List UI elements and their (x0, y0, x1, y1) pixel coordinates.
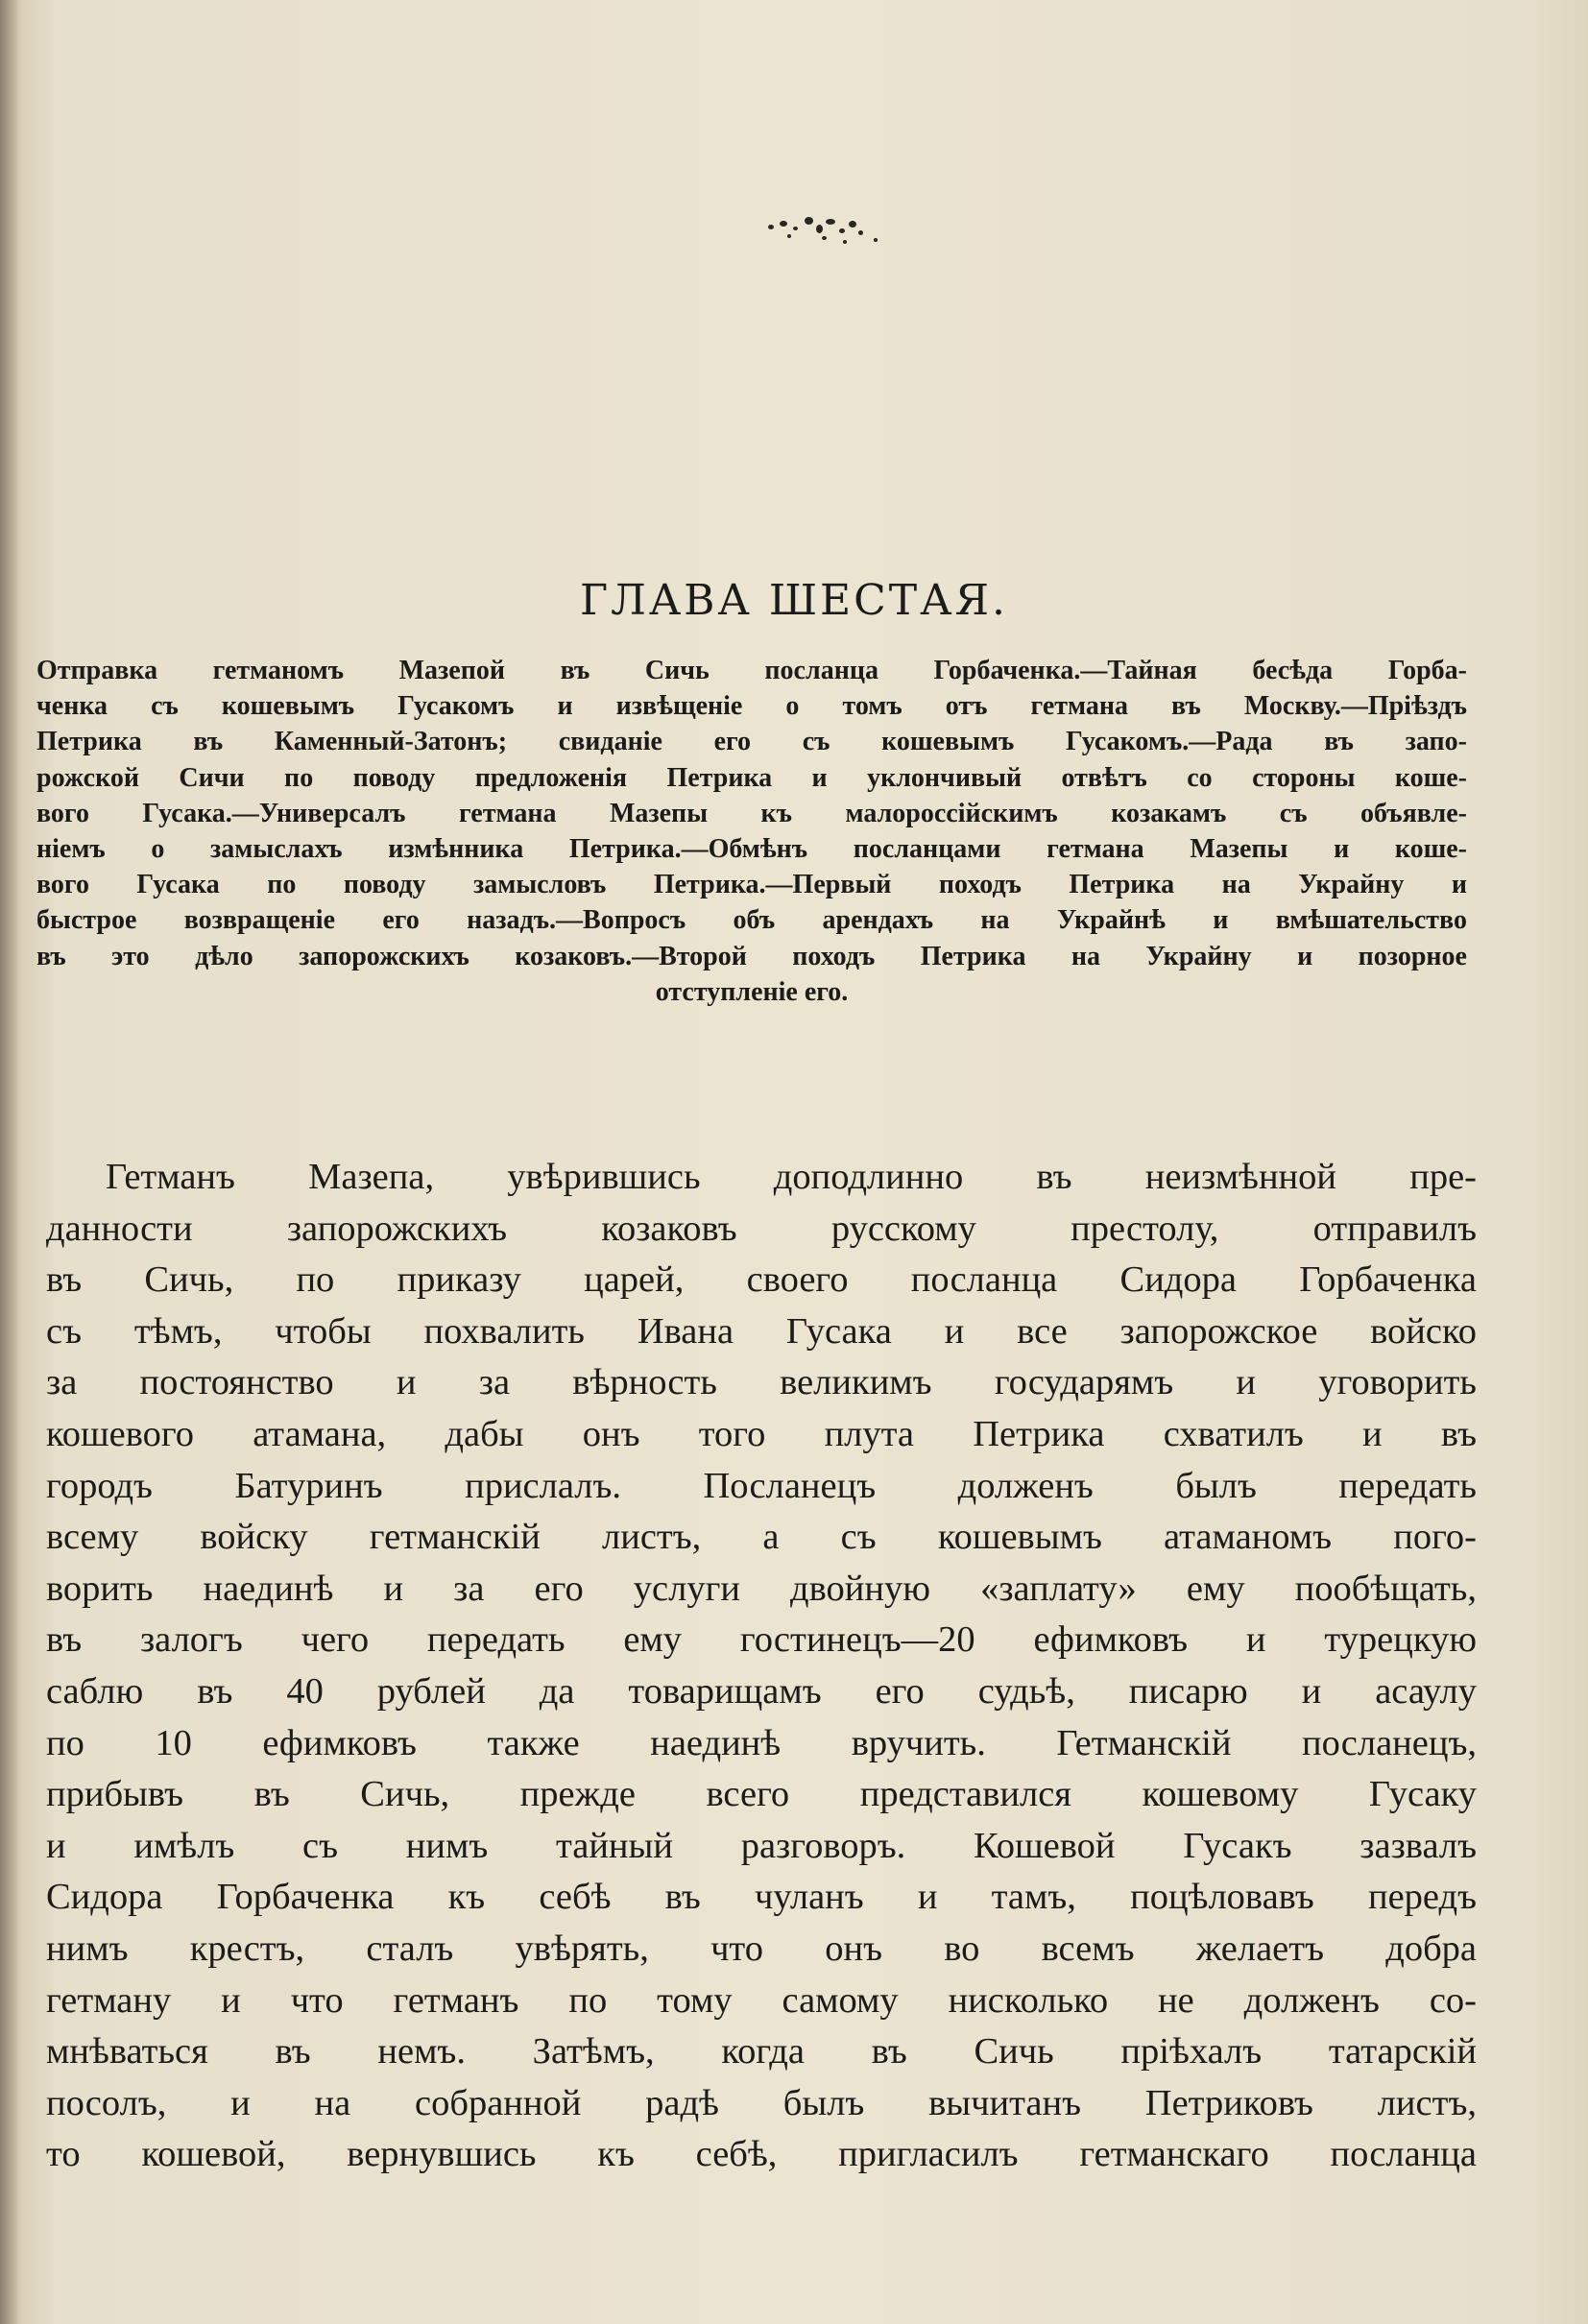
body-line: мнѣваться въ немъ. Затѣмъ, когда въ Сичь пріѣхалъ татарскій (46, 2031, 1477, 2072)
body-line: данности запорожскихъ козаковъ русскому престолу, отправилъ (46, 1208, 1477, 1249)
summary-line: въ это дѣло запорожскихъ козаковъ.—Второй походъ Петрика на Украйну и позорное (36, 941, 1467, 971)
summary-line: Отправка гетманомъ Мазепой въ Сичь посланца Горбаченка.—Тайная бесѣда Горба- (36, 656, 1467, 685)
body-line: гетману и что гетманъ по тому самому нисколько не долженъ со- (46, 1979, 1477, 2021)
body-text (46, 1152, 1477, 2181)
body-line: городъ Батуринъ прислалъ. Посланецъ долженъ былъ передать (46, 1465, 1477, 1506)
summary-line: ніемъ о замыслахъ измѣнника Петрика.—Обмѣнъ посланцами гетмана Мазепы и коше- (36, 833, 1467, 864)
body-line: то кошевой, вернувшись къ себѣ, пригласилъ гетманскаго посланца (46, 2134, 1477, 2175)
summary-line: ченка съ кошевымъ Гусакомъ и извѣщеніе о томъ отъ гетмана въ Москву.—Пріѣздъ (36, 691, 1467, 722)
chapter-title: ГЛАВА ШЕСТАЯ. (580, 576, 1008, 625)
page-binding-shadow (0, 0, 19, 2324)
body-line: всему войску гетманскій листъ, а съ кошевымъ атаманомъ пого- (46, 1517, 1477, 1558)
body-line: по 10 ефимковъ также наединѣ вручить. Гетманскій посланецъ, (46, 1722, 1477, 1763)
body-line: въ Сичь, по приказу царей, своего посланца Сидора Горбаченка (46, 1259, 1477, 1301)
summary-line: вого Гусака.—Универсалъ гетмана Мазепы къ малороссійскимъ козакамъ съ объявле- (36, 798, 1467, 828)
body-line: Сидора Горбаченка къ себѣ въ чуланъ и тамъ, поцѣловавъ передъ (46, 1877, 1477, 1918)
body-line: въ залогъ чего передать ему гостинецъ—20 ефимковъ и турецкую (46, 1619, 1477, 1661)
summary-line: Петрика въ Каменный-Затонъ; свиданіе его съ кошевымъ Гусакомъ.—Рада въ запо- (36, 727, 1467, 757)
body-line: ворить наединѣ и за его услуги двойную «заплату» ему пообѣщать, (46, 1568, 1477, 1609)
summary-line: вого Гусака по поводу замысловъ Петрика.—Первый походъ Петрика на Украйну и (36, 870, 1467, 900)
body-line: посолъ, и на собранной радѣ былъ вычитанъ Петриковъ листъ, (46, 2082, 1477, 2123)
body-line: за постоянство и за вѣрность великимъ государямъ и уговорить (46, 1362, 1477, 1403)
chapter-summary (36, 653, 1467, 1010)
summary-line: быстрое возвращеніе его назадъ.—Вопросъ объ арендахъ на Украйнѣ и вмѣшательство (36, 905, 1467, 936)
printer-ornament-icon (758, 204, 912, 261)
summary-line: отступленіе его. (655, 976, 849, 1007)
body-line: и имѣлъ съ нимъ тайный разговоръ. Кошевой Гусакъ зазвалъ (46, 1825, 1477, 1866)
body-line: кошевого атамана, дабы онъ того плута Петрика схватилъ и въ (46, 1413, 1477, 1454)
body-line: нимъ крестъ, сталъ увѣрять, что онъ во всемъ желаетъ добра (46, 1928, 1477, 1969)
summary-line: рожской Сичи по поводу предложенія Петрика и уклончивый отвѣтъ со стороны коше- (36, 762, 1467, 793)
body-line: прибывъ въ Сичь, прежде всего представился кошевому Гусаку (46, 1774, 1477, 1815)
body-line: съ тѣмъ, чтобы похвалить Ивана Гусака и все запорожское войско (46, 1310, 1477, 1352)
body-line: саблю въ 40 рублей да товарищамъ его судьѣ, писарю и асаулу (46, 1670, 1477, 1712)
body-line: Гетманъ Мазепа, увѣрившись доподлинно въ неизмѣнной пре- (106, 1157, 1477, 1197)
